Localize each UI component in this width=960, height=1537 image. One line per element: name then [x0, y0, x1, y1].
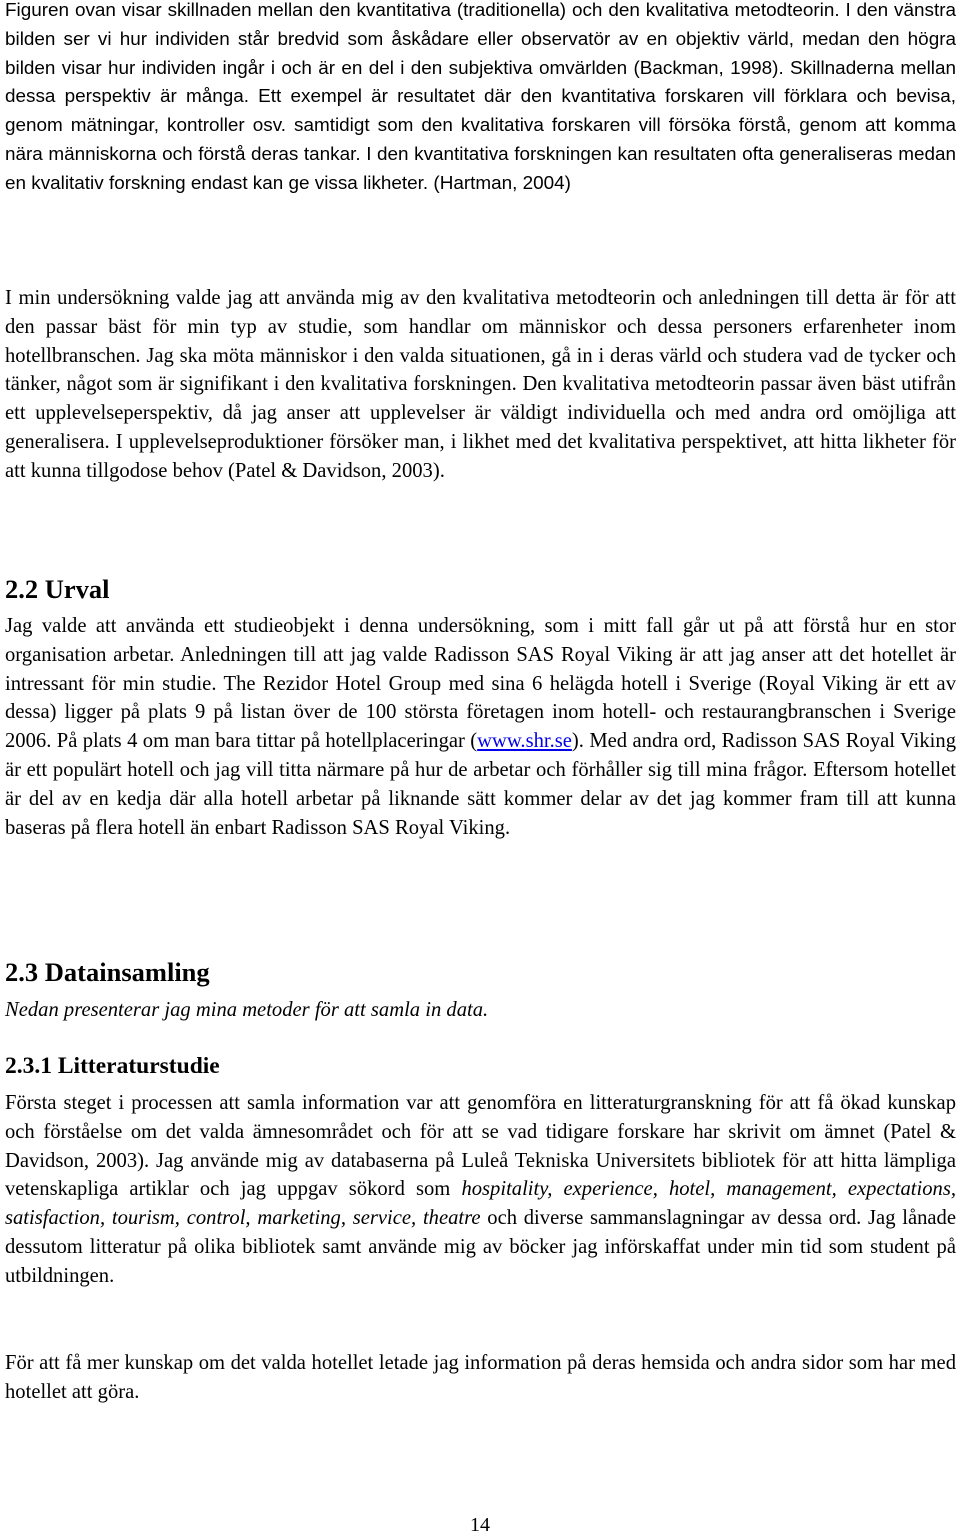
urval-text-end: ). Med andra ord, Radisson SAS Royal Viking är ett populärt hotell och jag vill titta närmare på hur de arbetar och förhåller sig till mina frågor. Eftersom hotellet är del av en kedja där alla hotell arbetar på liknande sätt kommer delar av det jag kommer fram till att kunna baseras på flera hotell än enbart Radisson SAS Royal Viking.	[5, 730, 956, 839]
shr-link[interactable]: www.shr.se	[477, 730, 572, 753]
urval-text-start: Jag valde att använda ett studieobjekt i denna undersökning, som i mitt fall går ut på att förstå hur en stor organisation arbetar. Anledningen till att jag valde Radisson SAS Royal Viking är att jag anser att det hotellet är intressant för min studie. The Rezidor Hotel Group med sina 6 helägda hotell i Sverige (Royal Viking är ett av dessa) ligger på plats 9 på listan över de 100 största företagen inom hotell- och restaurangbranschen i Sverige 2006. På plats 4 om man bara tittar på hotellplaceringar (	[5, 615, 956, 753]
urval-paragraph	[5, 612, 956, 842]
intro-paragraph: Figuren ovan visar skillnaden mellan den kvantitativa (traditionella) och den kvalitativa metodteorin. I den vänstra bilden ser vi hur individen står bredvid som åskådare eller observatör av en objektiv värld, medan den högra bilden visar hur individen ingår i och är en del i den subjektiva omvärlden (Backman, 1998). Skillnaderna mellan dessa perspektiv är många. Ett exempel är resultatet där den kvantitativa forskaren vill förklara och bevisa, genom mätningar, kontroller osv. samtidigt som den kvalitativa forskaren vill försöka förstå, genom att komma nära människorna och förstå deras tankar. I den kvantitativa forskningen kan resultaten ofta generaliseras medan en kvalitativ forskning endast kan ge vissa likheter. (Hartman, 2004)	[5, 0, 956, 194]
datainsamling-heading: 2.3 Datainsamling	[5, 957, 210, 987]
litteratur-text-end: och diverse sammanslagningar av dessa ord. Jag lånade dessutom litteratur på olika bibliotek samt använde mig av böcker jag införskaffat under min tid som student på utbildningen.	[5, 1207, 956, 1287]
search-keywords: hospitality, experience, hotel, management, expectations, satisfaction, tourism, control, marketing, service, theatre	[5, 1178, 956, 1230]
hemsida-paragraph: För att få mer kunskap om det valda hotellet letade jag information på deras hemsida och andra sidor som har med hotellet att göra.	[5, 1352, 956, 1403]
litteraturstudie-paragraph	[5, 1089, 956, 1291]
method-paragraph: I min undersökning valde jag att använda mig av den kvalitativa metodteorin och anledningen till detta är för att den passar bäst för min typ av studie, som handlar om människor och dessa personers erfarenheter inom hotellbranschen. Jag ska möta människor i den valda situationen, gå in i deras värld och studera vad de tycker och tänker, något som är signifikant i den kvalitativa forskningen. Den kvalitativa metodteorin passar även bäst utifrån ett upplevelseperspektiv, då jag anser att upplevelser är väldigt individuella och med andra ord omöjliga att generalisera. I upplevelseproduktioner försöker man, i likhet med det kvalitativa perspektivet, att hitta likheter för att kunna tillgodose behov (Patel & Davidson, 2003).	[5, 287, 956, 482]
datainsamling-intro: Nedan presenterar jag mina metoder för att samla in data.	[5, 999, 489, 1021]
page-number: 14	[470, 1514, 490, 1536]
litteratur-text-start: Första steget i processen att samla information var att genomföra en litteraturgranskning för att få ökad kunskap och förståelse om det valda ämnesområdet och för att se vad tidigare forskare har skrivit om ämnet (Patel & Davidson, 2003). Jag använde mig av databaserna på Luleå Tekniska Universitets bibliotek för att hitta lämpliga vetenskapliga artiklar och jag uppgav sökord som	[5, 1092, 956, 1201]
litteraturstudie-heading: 2.3.1 Litteraturstudie	[5, 1053, 220, 1079]
urval-heading: 2.2 Urval	[5, 574, 110, 604]
